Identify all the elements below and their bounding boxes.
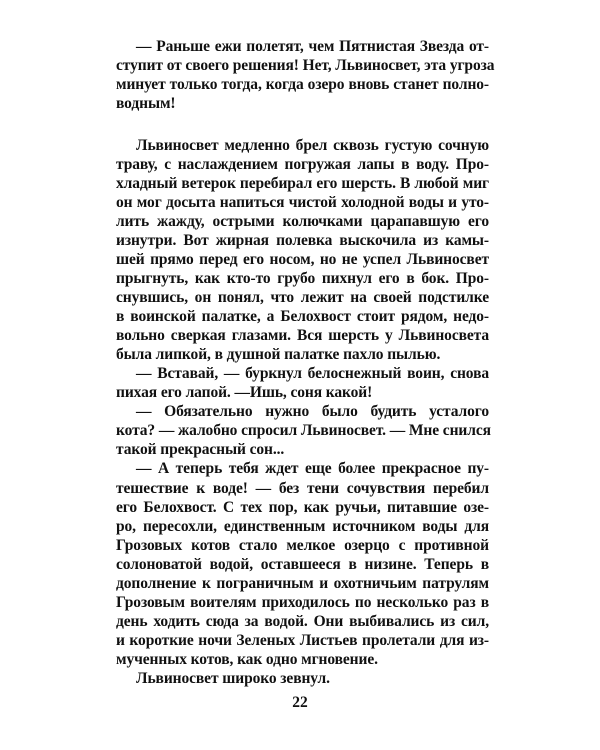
- text-line: такой прекрасный сон...: [116, 441, 285, 458]
- text-line: вольно сверкая глазами. Вся шерсть у Львиносвета: [116, 327, 489, 344]
- text-line: ступит от своего решения! Нет, Львиносвет, эта угроза: [116, 57, 495, 74]
- text-line: минует только тогда, когда озеро вновь станет полно-: [116, 76, 489, 93]
- text-line: траву, с наслаждением погружая лапы в воду. Про-: [116, 156, 489, 173]
- text-line: — Раньше ежи полетят, чем Пятнистая Звезда от-: [136, 38, 489, 55]
- text-line: его Белохвост. С тех пор, как ручьи, питавшие озе-: [116, 499, 489, 516]
- text-line: была липкой, в душной палатке пахло пылью.: [116, 346, 441, 363]
- text-line: — Обязательно нужно было будить усталого: [136, 403, 489, 420]
- text-line: мученных котов, как одно мгновение.: [116, 651, 378, 668]
- text-line: Львиносвет медленно брел сквозь густую сочную: [136, 137, 489, 154]
- text-line: тешествие к воде! — без тени сочувствия перебил: [116, 480, 489, 497]
- page-number: 22: [292, 694, 308, 711]
- text-line: и короткие ночи Зеленых Листьев пролетали для из-: [116, 632, 489, 649]
- text-line: снувшись, он понял, что лежит на своей подстилке: [116, 289, 489, 306]
- text-line: водным!: [116, 95, 176, 112]
- text-line: солоноватой водой, оставшееся в низине. Теперь в: [116, 556, 489, 573]
- text-line: изнутри. Вот жирная полевка выскочила из камы-: [116, 232, 489, 249]
- text-line: кота? — жалобно спросил Львиносвет. — Мне снился: [116, 422, 491, 439]
- text-line: пихая его лапой. —Ишь, соня какой!: [116, 384, 373, 401]
- text-line: — Вставай, — буркнул белоснежный воин, снова: [136, 365, 489, 382]
- text-line: Грозовых котов стало мелкое озерцо с противной: [116, 537, 489, 554]
- text-line: Львиносвет широко зевнул.: [136, 670, 330, 687]
- text-line: лить жажду, острыми колючками царапавшую его: [116, 213, 489, 230]
- text-line: прыгнуть, как кто-то грубо пихнул его в бок. Про-: [116, 270, 489, 287]
- text-line: Грозовым воителям приходилось по несколько раз в: [116, 594, 489, 611]
- text-line: шей прямо перед его носом, но не успел Львиносвет: [116, 251, 489, 268]
- text-line: дополнение к пограничным и охотничьим патрулям: [116, 575, 489, 592]
- text-line: ро, пересохли, единственным источником воды для: [116, 518, 489, 535]
- text-line: — А теперь тебя ждет еще более прекрасное пу-: [136, 460, 489, 477]
- text-line: хладный ветерок перебирал его шерсть. В любой миг: [116, 175, 489, 192]
- text-line: в воинской палатке, а Белохвост стоит рядом, недо-: [116, 308, 489, 325]
- text-line: он мог досыта напиться чистой холодной воды и уто-: [116, 194, 489, 211]
- text-line: день ходить сюда за водой. Они выбивались из сил,: [116, 613, 489, 630]
